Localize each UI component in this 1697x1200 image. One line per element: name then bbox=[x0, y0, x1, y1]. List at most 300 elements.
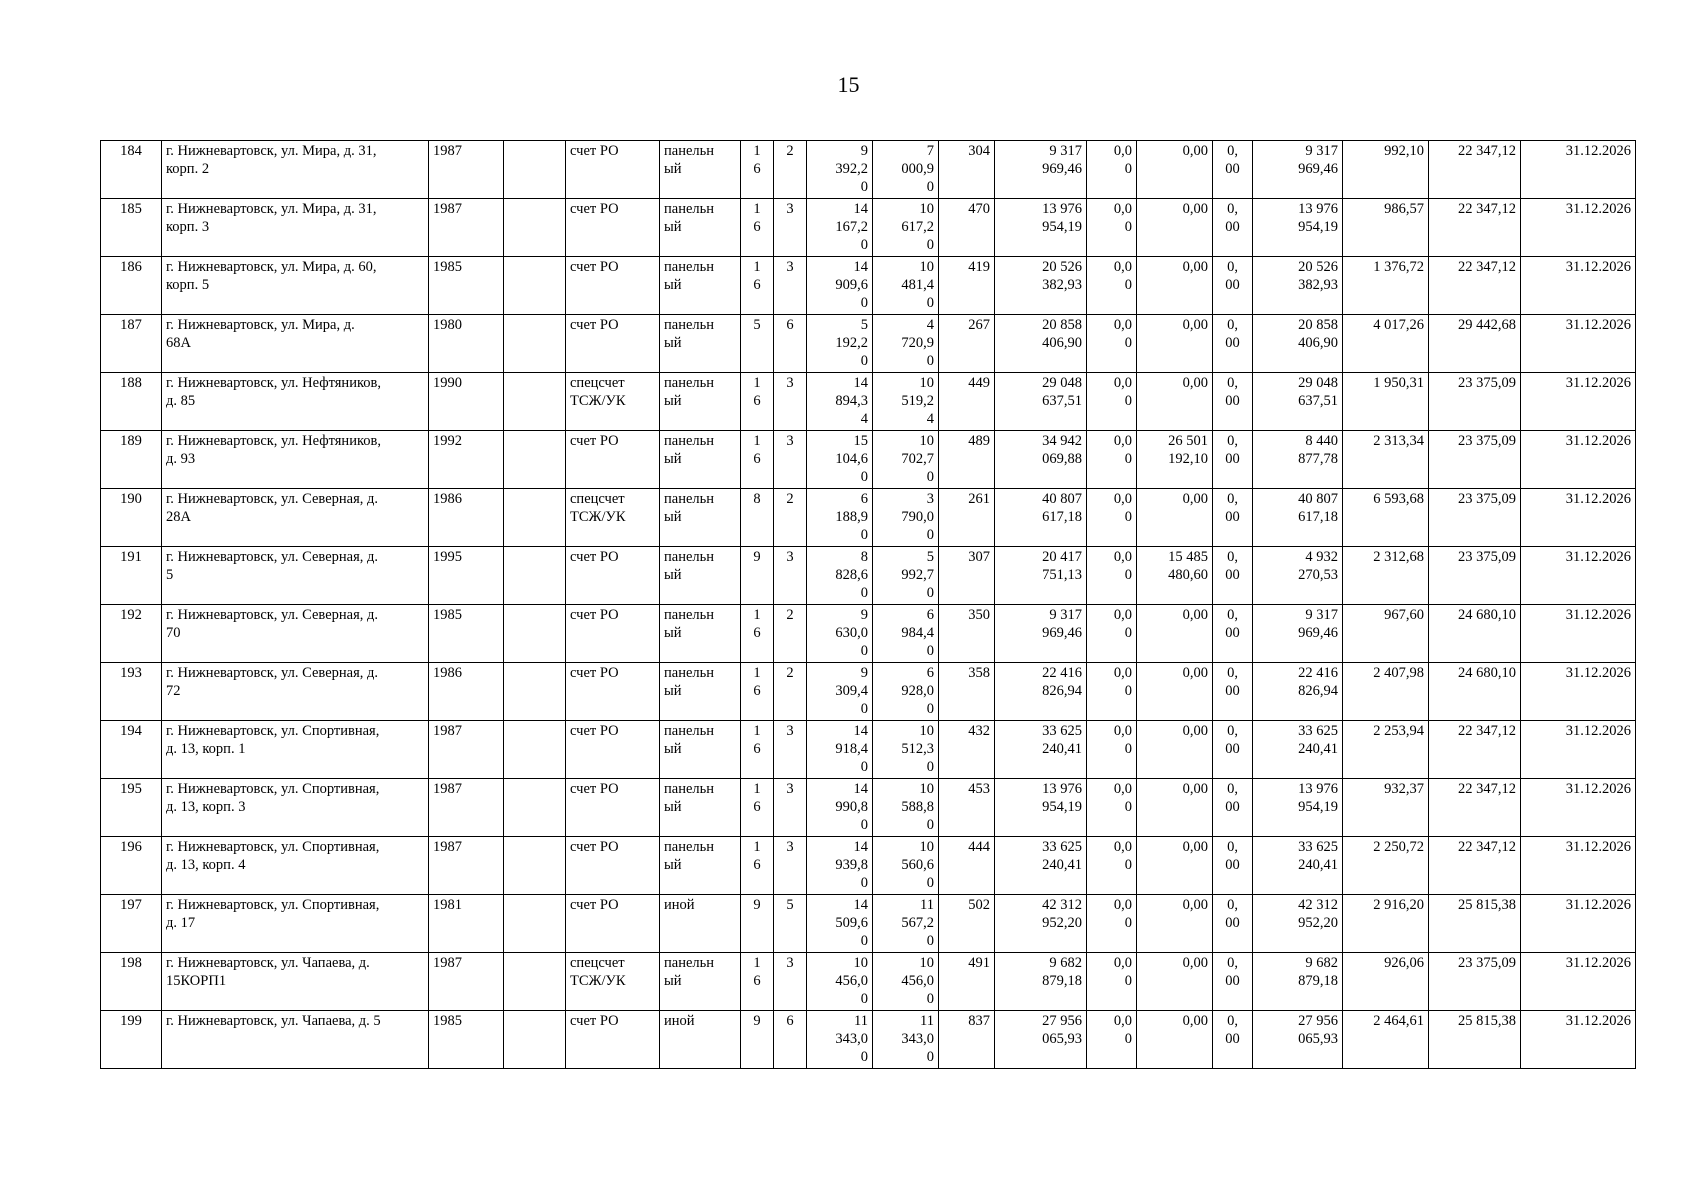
address-cell: г. Нижневартовск, ул. Мира, д. 60, корп. 5 bbox=[162, 257, 429, 315]
address-cell: г. Нижневартовск, ул. Нефтяников, д. 93 bbox=[162, 431, 429, 489]
housing-registry-table bbox=[100, 140, 1636, 1069]
living-area-cell: 10 702,7 0 bbox=[873, 431, 939, 489]
living-area-cell: 4 720,9 0 bbox=[873, 315, 939, 373]
fund-a-cell: 0,0 0 bbox=[1087, 489, 1137, 547]
fund-c-cell: 0, 00 bbox=[1213, 1011, 1253, 1069]
owners-funds-cell: 4 932 270,53 bbox=[1253, 547, 1343, 605]
account-type-cell: спецсчет ТСЖ/УК bbox=[566, 953, 660, 1011]
table-row bbox=[101, 141, 1636, 199]
fund-c-cell: 0, 00 bbox=[1213, 953, 1253, 1011]
account-type-cell: счет РО bbox=[566, 141, 660, 199]
unit-cost-cell: 4 017,26 bbox=[1343, 315, 1429, 373]
max-unit-cost-cell: 22 347,12 bbox=[1429, 837, 1521, 895]
entrances-cell: 3 bbox=[774, 199, 807, 257]
total-cost-cell: 9 317 969,46 bbox=[995, 141, 1087, 199]
living-area-cell: 3 790,0 0 bbox=[873, 489, 939, 547]
table-row bbox=[101, 663, 1636, 721]
empty-cell bbox=[504, 257, 566, 315]
row-number-cell: 193 bbox=[101, 663, 162, 721]
residents-cell: 358 bbox=[939, 663, 995, 721]
unit-cost-cell: 2 313,34 bbox=[1343, 431, 1429, 489]
floors-cell: 9 bbox=[741, 895, 774, 953]
address-cell: г. Нижневартовск, ул. Спортивная, д. 13, корп. 4 bbox=[162, 837, 429, 895]
row-number-cell: 188 bbox=[101, 373, 162, 431]
row-number-cell: 189 bbox=[101, 431, 162, 489]
floors-cell: 1 6 bbox=[741, 199, 774, 257]
fund-b-cell: 0,00 bbox=[1137, 141, 1213, 199]
table-row bbox=[101, 373, 1636, 431]
total-area-cell: 9 309,4 0 bbox=[807, 663, 873, 721]
wall-material-cell: иной bbox=[660, 895, 741, 953]
total-cost-cell: 9 682 879,18 bbox=[995, 953, 1087, 1011]
deadline-cell: 31.12.2026 bbox=[1521, 199, 1636, 257]
address-cell: г. Нижневартовск, ул. Мира, д. 31, корп. 2 bbox=[162, 141, 429, 199]
row-number-cell: 199 bbox=[101, 1011, 162, 1069]
deadline-cell: 31.12.2026 bbox=[1521, 141, 1636, 199]
table-row bbox=[101, 837, 1636, 895]
row-number-cell: 186 bbox=[101, 257, 162, 315]
fund-a-cell: 0,0 0 bbox=[1087, 837, 1137, 895]
entrances-cell: 3 bbox=[774, 373, 807, 431]
wall-material-cell: панельн ый bbox=[660, 489, 741, 547]
table-row bbox=[101, 547, 1636, 605]
living-area-cell: 5 992,7 0 bbox=[873, 547, 939, 605]
max-unit-cost-cell: 23 375,09 bbox=[1429, 431, 1521, 489]
fund-b-cell: 0,00 bbox=[1137, 953, 1213, 1011]
max-unit-cost-cell: 24 680,10 bbox=[1429, 605, 1521, 663]
table-row bbox=[101, 605, 1636, 663]
year-built-cell: 1990 bbox=[429, 373, 504, 431]
max-unit-cost-cell: 22 347,12 bbox=[1429, 257, 1521, 315]
deadline-cell: 31.12.2026 bbox=[1521, 953, 1636, 1011]
total-area-cell: 10 456,0 0 bbox=[807, 953, 873, 1011]
living-area-cell: 10 560,6 0 bbox=[873, 837, 939, 895]
year-built-cell: 1985 bbox=[429, 605, 504, 663]
total-cost-cell: 33 625 240,41 bbox=[995, 837, 1087, 895]
entrances-cell: 3 bbox=[774, 837, 807, 895]
fund-b-cell: 0,00 bbox=[1137, 257, 1213, 315]
table-row bbox=[101, 779, 1636, 837]
residents-cell: 491 bbox=[939, 953, 995, 1011]
entrances-cell: 5 bbox=[774, 895, 807, 953]
fund-b-cell: 0,00 bbox=[1137, 199, 1213, 257]
total-area-cell: 6 188,9 0 bbox=[807, 489, 873, 547]
total-area-cell: 8 828,6 0 bbox=[807, 547, 873, 605]
total-area-cell: 14 939,8 0 bbox=[807, 837, 873, 895]
empty-cell bbox=[504, 721, 566, 779]
account-type-cell: счет РО bbox=[566, 315, 660, 373]
owners-funds-cell: 9 317 969,46 bbox=[1253, 605, 1343, 663]
unit-cost-cell: 992,10 bbox=[1343, 141, 1429, 199]
account-type-cell: счет РО bbox=[566, 779, 660, 837]
empty-cell bbox=[504, 315, 566, 373]
fund-c-cell: 0, 00 bbox=[1213, 257, 1253, 315]
fund-c-cell: 0, 00 bbox=[1213, 721, 1253, 779]
entrances-cell: 2 bbox=[774, 141, 807, 199]
max-unit-cost-cell: 29 442,68 bbox=[1429, 315, 1521, 373]
floors-cell: 1 6 bbox=[741, 837, 774, 895]
max-unit-cost-cell: 23 375,09 bbox=[1429, 953, 1521, 1011]
max-unit-cost-cell: 25 815,38 bbox=[1429, 895, 1521, 953]
entrances-cell: 3 bbox=[774, 547, 807, 605]
residents-cell: 307 bbox=[939, 547, 995, 605]
residents-cell: 419 bbox=[939, 257, 995, 315]
owners-funds-cell: 8 440 877,78 bbox=[1253, 431, 1343, 489]
row-number-cell: 190 bbox=[101, 489, 162, 547]
fund-c-cell: 0, 00 bbox=[1213, 431, 1253, 489]
deadline-cell: 31.12.2026 bbox=[1521, 489, 1636, 547]
total-cost-cell: 27 956 065,93 bbox=[995, 1011, 1087, 1069]
row-number-cell: 194 bbox=[101, 721, 162, 779]
total-area-cell: 14 509,6 0 bbox=[807, 895, 873, 953]
address-cell: г. Нижневартовск, ул. Мира, д. 68А bbox=[162, 315, 429, 373]
empty-cell bbox=[504, 199, 566, 257]
max-unit-cost-cell: 23 375,09 bbox=[1429, 489, 1521, 547]
table-row bbox=[101, 489, 1636, 547]
total-area-cell: 5 192,2 0 bbox=[807, 315, 873, 373]
wall-material-cell: панельн ый bbox=[660, 257, 741, 315]
living-area-cell: 6 984,4 0 bbox=[873, 605, 939, 663]
fund-a-cell: 0,0 0 bbox=[1087, 1011, 1137, 1069]
account-type-cell: счет РО bbox=[566, 895, 660, 953]
table-row bbox=[101, 953, 1636, 1011]
total-area-cell: 15 104,6 0 bbox=[807, 431, 873, 489]
residents-cell: 837 bbox=[939, 1011, 995, 1069]
table-row bbox=[101, 721, 1636, 779]
fund-a-cell: 0,0 0 bbox=[1087, 721, 1137, 779]
owners-funds-cell: 33 625 240,41 bbox=[1253, 837, 1343, 895]
unit-cost-cell: 2 464,61 bbox=[1343, 1011, 1429, 1069]
address-cell: г. Нижневартовск, ул. Спортивная, д. 17 bbox=[162, 895, 429, 953]
fund-a-cell: 0,0 0 bbox=[1087, 953, 1137, 1011]
row-number-cell: 198 bbox=[101, 953, 162, 1011]
wall-material-cell: панельн ый bbox=[660, 141, 741, 199]
floors-cell: 1 6 bbox=[741, 663, 774, 721]
row-number-cell: 195 bbox=[101, 779, 162, 837]
residents-cell: 453 bbox=[939, 779, 995, 837]
living-area-cell: 10 617,2 0 bbox=[873, 199, 939, 257]
fund-c-cell: 0, 00 bbox=[1213, 837, 1253, 895]
empty-cell bbox=[504, 431, 566, 489]
year-built-cell: 1987 bbox=[429, 721, 504, 779]
row-number-cell: 185 bbox=[101, 199, 162, 257]
living-area-cell: 10 519,2 4 bbox=[873, 373, 939, 431]
year-built-cell: 1981 bbox=[429, 895, 504, 953]
owners-funds-cell: 40 807 617,18 bbox=[1253, 489, 1343, 547]
table-row bbox=[101, 431, 1636, 489]
residents-cell: 502 bbox=[939, 895, 995, 953]
unit-cost-cell: 2 916,20 bbox=[1343, 895, 1429, 953]
total-area-cell: 14 909,6 0 bbox=[807, 257, 873, 315]
fund-c-cell: 0, 00 bbox=[1213, 547, 1253, 605]
max-unit-cost-cell: 23 375,09 bbox=[1429, 373, 1521, 431]
wall-material-cell: панельн ый bbox=[660, 953, 741, 1011]
floors-cell: 5 bbox=[741, 315, 774, 373]
total-cost-cell: 13 976 954,19 bbox=[995, 779, 1087, 837]
fund-b-cell: 0,00 bbox=[1137, 837, 1213, 895]
entrances-cell: 6 bbox=[774, 315, 807, 373]
address-cell: г. Нижневартовск, ул. Северная, д. 5 bbox=[162, 547, 429, 605]
entrances-cell: 2 bbox=[774, 663, 807, 721]
total-area-cell: 9 392,2 0 bbox=[807, 141, 873, 199]
table-row bbox=[101, 895, 1636, 953]
residents-cell: 470 bbox=[939, 199, 995, 257]
fund-b-cell: 0,00 bbox=[1137, 779, 1213, 837]
wall-material-cell: панельн ый bbox=[660, 199, 741, 257]
living-area-cell: 6 928,0 0 bbox=[873, 663, 939, 721]
living-area-cell: 11 343,0 0 bbox=[873, 1011, 939, 1069]
wall-material-cell: панельн ый bbox=[660, 373, 741, 431]
fund-b-cell: 0,00 bbox=[1137, 605, 1213, 663]
empty-cell bbox=[504, 895, 566, 953]
entrances-cell: 2 bbox=[774, 489, 807, 547]
table-row bbox=[101, 199, 1636, 257]
fund-a-cell: 0,0 0 bbox=[1087, 431, 1137, 489]
row-number-cell: 192 bbox=[101, 605, 162, 663]
registry-body bbox=[101, 141, 1636, 1069]
floors-cell: 1 6 bbox=[741, 779, 774, 837]
row-number-cell: 191 bbox=[101, 547, 162, 605]
owners-funds-cell: 27 956 065,93 bbox=[1253, 1011, 1343, 1069]
owners-funds-cell: 9 682 879,18 bbox=[1253, 953, 1343, 1011]
floors-cell: 9 bbox=[741, 547, 774, 605]
deadline-cell: 31.12.2026 bbox=[1521, 605, 1636, 663]
fund-b-cell: 0,00 bbox=[1137, 315, 1213, 373]
wall-material-cell: панельн ый bbox=[660, 663, 741, 721]
account-type-cell: счет РО bbox=[566, 1011, 660, 1069]
residents-cell: 444 bbox=[939, 837, 995, 895]
floors-cell: 1 6 bbox=[741, 431, 774, 489]
year-built-cell: 1987 bbox=[429, 199, 504, 257]
floors-cell: 1 6 bbox=[741, 605, 774, 663]
max-unit-cost-cell: 23 375,09 bbox=[1429, 547, 1521, 605]
owners-funds-cell: 20 526 382,93 bbox=[1253, 257, 1343, 315]
unit-cost-cell: 1 950,31 bbox=[1343, 373, 1429, 431]
wall-material-cell: панельн ый bbox=[660, 315, 741, 373]
fund-a-cell: 0,0 0 bbox=[1087, 257, 1137, 315]
deadline-cell: 31.12.2026 bbox=[1521, 547, 1636, 605]
empty-cell bbox=[504, 837, 566, 895]
entrances-cell: 3 bbox=[774, 431, 807, 489]
floors-cell: 1 6 bbox=[741, 953, 774, 1011]
fund-a-cell: 0,0 0 bbox=[1087, 605, 1137, 663]
floors-cell: 1 6 bbox=[741, 373, 774, 431]
year-built-cell: 1985 bbox=[429, 1011, 504, 1069]
empty-cell bbox=[504, 779, 566, 837]
address-cell: г. Нижневартовск, ул. Северная, д. 70 bbox=[162, 605, 429, 663]
deadline-cell: 31.12.2026 bbox=[1521, 315, 1636, 373]
table-row bbox=[101, 1011, 1636, 1069]
total-cost-cell: 40 807 617,18 bbox=[995, 489, 1087, 547]
row-number-cell: 197 bbox=[101, 895, 162, 953]
table-row bbox=[101, 257, 1636, 315]
fund-a-cell: 0,0 0 bbox=[1087, 895, 1137, 953]
fund-a-cell: 0,0 0 bbox=[1087, 779, 1137, 837]
address-cell: г. Нижневартовск, ул. Чапаева, д. 5 bbox=[162, 1011, 429, 1069]
residents-cell: 304 bbox=[939, 141, 995, 199]
deadline-cell: 31.12.2026 bbox=[1521, 1011, 1636, 1069]
owners-funds-cell: 33 625 240,41 bbox=[1253, 721, 1343, 779]
account-type-cell: счет РО bbox=[566, 721, 660, 779]
account-type-cell: счет РО bbox=[566, 605, 660, 663]
entrances-cell: 3 bbox=[774, 721, 807, 779]
unit-cost-cell: 2 253,94 bbox=[1343, 721, 1429, 779]
total-cost-cell: 34 942 069,88 bbox=[995, 431, 1087, 489]
max-unit-cost-cell: 22 347,12 bbox=[1429, 141, 1521, 199]
year-built-cell: 1985 bbox=[429, 257, 504, 315]
empty-cell bbox=[504, 141, 566, 199]
residents-cell: 261 bbox=[939, 489, 995, 547]
year-built-cell: 1987 bbox=[429, 141, 504, 199]
empty-cell bbox=[504, 547, 566, 605]
unit-cost-cell: 1 376,72 bbox=[1343, 257, 1429, 315]
fund-a-cell: 0,0 0 bbox=[1087, 315, 1137, 373]
account-type-cell: спецсчет ТСЖ/УК bbox=[566, 373, 660, 431]
fund-c-cell: 0, 00 bbox=[1213, 779, 1253, 837]
living-area-cell: 10 512,3 0 bbox=[873, 721, 939, 779]
year-built-cell: 1987 bbox=[429, 953, 504, 1011]
deadline-cell: 31.12.2026 bbox=[1521, 373, 1636, 431]
fund-a-cell: 0,0 0 bbox=[1087, 663, 1137, 721]
max-unit-cost-cell: 24 680,10 bbox=[1429, 663, 1521, 721]
entrances-cell: 3 bbox=[774, 953, 807, 1011]
owners-funds-cell: 13 976 954,19 bbox=[1253, 199, 1343, 257]
total-cost-cell: 29 048 637,51 bbox=[995, 373, 1087, 431]
residents-cell: 449 bbox=[939, 373, 995, 431]
residents-cell: 432 bbox=[939, 721, 995, 779]
owners-funds-cell: 20 858 406,90 bbox=[1253, 315, 1343, 373]
deadline-cell: 31.12.2026 bbox=[1521, 257, 1636, 315]
fund-a-cell: 0,0 0 bbox=[1087, 547, 1137, 605]
residents-cell: 350 bbox=[939, 605, 995, 663]
owners-funds-cell: 29 048 637,51 bbox=[1253, 373, 1343, 431]
living-area-cell: 11 567,2 0 bbox=[873, 895, 939, 953]
fund-b-cell: 0,00 bbox=[1137, 1011, 1213, 1069]
max-unit-cost-cell: 25 815,38 bbox=[1429, 1011, 1521, 1069]
total-area-cell: 9 630,0 0 bbox=[807, 605, 873, 663]
account-type-cell: счет РО bbox=[566, 257, 660, 315]
deadline-cell: 31.12.2026 bbox=[1521, 663, 1636, 721]
residents-cell: 489 bbox=[939, 431, 995, 489]
total-cost-cell: 20 858 406,90 bbox=[995, 315, 1087, 373]
address-cell: г. Нижневартовск, ул. Северная, д. 28А bbox=[162, 489, 429, 547]
owners-funds-cell: 22 416 826,94 bbox=[1253, 663, 1343, 721]
deadline-cell: 31.12.2026 bbox=[1521, 779, 1636, 837]
fund-a-cell: 0,0 0 bbox=[1087, 373, 1137, 431]
total-cost-cell: 33 625 240,41 bbox=[995, 721, 1087, 779]
unit-cost-cell: 2 312,68 bbox=[1343, 547, 1429, 605]
empty-cell bbox=[504, 373, 566, 431]
deadline-cell: 31.12.2026 bbox=[1521, 895, 1636, 953]
empty-cell bbox=[504, 953, 566, 1011]
year-built-cell: 1992 bbox=[429, 431, 504, 489]
wall-material-cell: иной bbox=[660, 1011, 741, 1069]
empty-cell bbox=[504, 489, 566, 547]
floors-cell: 1 6 bbox=[741, 141, 774, 199]
entrances-cell: 2 bbox=[774, 605, 807, 663]
max-unit-cost-cell: 22 347,12 bbox=[1429, 199, 1521, 257]
account-type-cell: спецсчет ТСЖ/УК bbox=[566, 489, 660, 547]
account-type-cell: счет РО bbox=[566, 837, 660, 895]
living-area-cell: 10 588,8 0 bbox=[873, 779, 939, 837]
total-area-cell: 14 918,4 0 bbox=[807, 721, 873, 779]
total-cost-cell: 42 312 952,20 bbox=[995, 895, 1087, 953]
total-area-cell: 14 167,2 0 bbox=[807, 199, 873, 257]
living-area-cell: 7 000,9 0 bbox=[873, 141, 939, 199]
total-cost-cell: 9 317 969,46 bbox=[995, 605, 1087, 663]
total-cost-cell: 20 526 382,93 bbox=[995, 257, 1087, 315]
fund-a-cell: 0,0 0 bbox=[1087, 199, 1137, 257]
address-cell: г. Нижневартовск, ул. Спортивная, д. 13, корп. 1 bbox=[162, 721, 429, 779]
address-cell: г. Нижневартовск, ул. Спортивная, д. 13, корп. 3 bbox=[162, 779, 429, 837]
year-built-cell: 1980 bbox=[429, 315, 504, 373]
deadline-cell: 31.12.2026 bbox=[1521, 431, 1636, 489]
account-type-cell: счет РО bbox=[566, 431, 660, 489]
account-type-cell: счет РО bbox=[566, 547, 660, 605]
wall-material-cell: панельн ый bbox=[660, 431, 741, 489]
unit-cost-cell: 6 593,68 bbox=[1343, 489, 1429, 547]
fund-b-cell: 0,00 bbox=[1137, 489, 1213, 547]
fund-b-cell: 0,00 bbox=[1137, 663, 1213, 721]
unit-cost-cell: 967,60 bbox=[1343, 605, 1429, 663]
year-built-cell: 1987 bbox=[429, 837, 504, 895]
total-area-cell: 14 990,8 0 bbox=[807, 779, 873, 837]
wall-material-cell: панельн ый bbox=[660, 721, 741, 779]
living-area-cell: 10 456,0 0 bbox=[873, 953, 939, 1011]
year-built-cell: 1995 bbox=[429, 547, 504, 605]
total-area-cell: 14 894,3 4 bbox=[807, 373, 873, 431]
row-number-cell: 187 bbox=[101, 315, 162, 373]
year-built-cell: 1986 bbox=[429, 663, 504, 721]
entrances-cell: 3 bbox=[774, 779, 807, 837]
total-cost-cell: 22 416 826,94 bbox=[995, 663, 1087, 721]
unit-cost-cell: 932,37 bbox=[1343, 779, 1429, 837]
empty-cell bbox=[504, 605, 566, 663]
address-cell: г. Нижневартовск, ул. Нефтяников, д. 85 bbox=[162, 373, 429, 431]
address-cell: г. Нижневартовск, ул. Мира, д. 31, корп. 3 bbox=[162, 199, 429, 257]
fund-a-cell: 0,0 0 bbox=[1087, 141, 1137, 199]
fund-c-cell: 0, 00 bbox=[1213, 373, 1253, 431]
owners-funds-cell: 42 312 952,20 bbox=[1253, 895, 1343, 953]
fund-c-cell: 0, 00 bbox=[1213, 605, 1253, 663]
fund-c-cell: 0, 00 bbox=[1213, 315, 1253, 373]
fund-b-cell: 15 485 480,60 bbox=[1137, 547, 1213, 605]
unit-cost-cell: 2 250,72 bbox=[1343, 837, 1429, 895]
fund-c-cell: 0, 00 bbox=[1213, 895, 1253, 953]
unit-cost-cell: 2 407,98 bbox=[1343, 663, 1429, 721]
address-cell: г. Нижневартовск, ул. Чапаева, д. 15КОРП1 bbox=[162, 953, 429, 1011]
unit-cost-cell: 926,06 bbox=[1343, 953, 1429, 1011]
entrances-cell: 3 bbox=[774, 257, 807, 315]
total-cost-cell: 13 976 954,19 bbox=[995, 199, 1087, 257]
fund-b-cell: 26 501 192,10 bbox=[1137, 431, 1213, 489]
empty-cell bbox=[504, 1011, 566, 1069]
total-area-cell: 11 343,0 0 bbox=[807, 1011, 873, 1069]
account-type-cell: счет РО bbox=[566, 199, 660, 257]
max-unit-cost-cell: 22 347,12 bbox=[1429, 721, 1521, 779]
deadline-cell: 31.12.2026 bbox=[1521, 721, 1636, 779]
entrances-cell: 6 bbox=[774, 1011, 807, 1069]
account-type-cell: счет РО bbox=[566, 663, 660, 721]
empty-cell bbox=[504, 663, 566, 721]
fund-c-cell: 0, 00 bbox=[1213, 199, 1253, 257]
row-number-cell: 184 bbox=[101, 141, 162, 199]
fund-c-cell: 0, 00 bbox=[1213, 663, 1253, 721]
floors-cell: 1 6 bbox=[741, 257, 774, 315]
wall-material-cell: панельн ый bbox=[660, 779, 741, 837]
residents-cell: 267 bbox=[939, 315, 995, 373]
wall-material-cell: панельн ый bbox=[660, 837, 741, 895]
